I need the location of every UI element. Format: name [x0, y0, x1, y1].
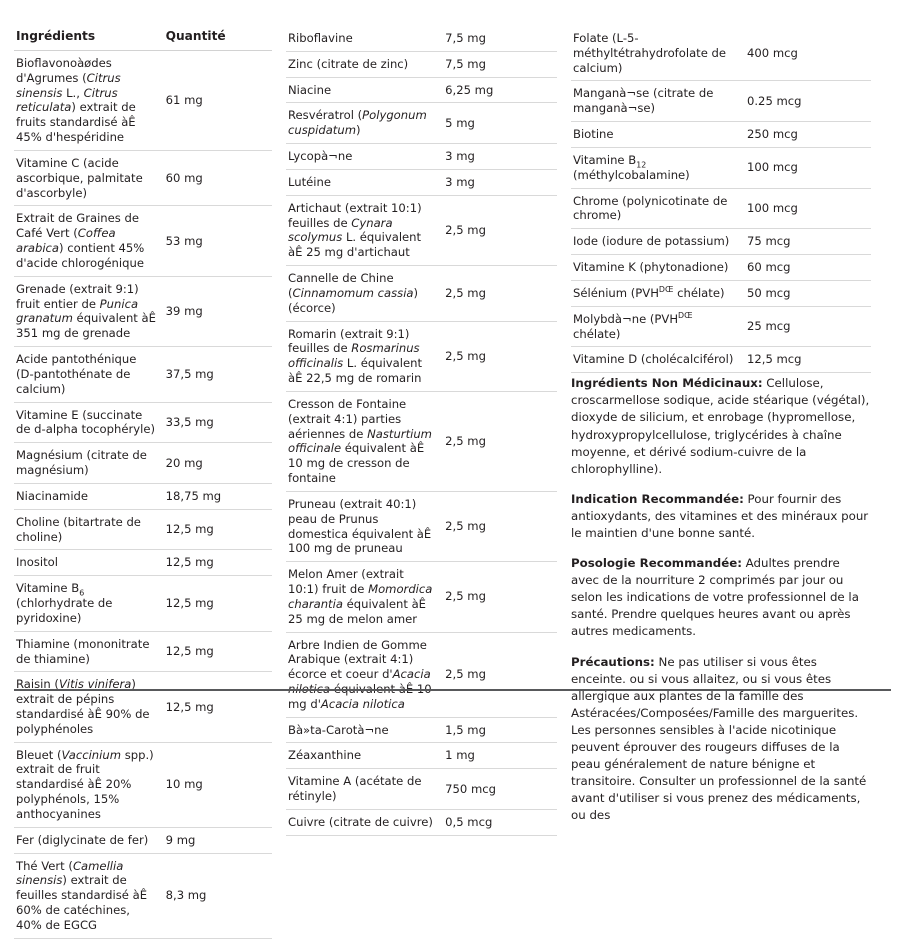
- ingredient-name: Vitamine C (acide ascorbique, palmitate d'ascorbyle): [14, 150, 164, 205]
- ingredient-name: Acide pantothénique (D-pantothénate de calcium): [14, 347, 164, 402]
- ingredient-name: Arbre Indien de Gomme Arabique (extrait 4:1) écorce et coeur d'Acacia nilotica équivalent àÊ 10 mg d'Acacia nilotica: [286, 632, 443, 717]
- ingredient-quantity: 2,5 mg: [443, 632, 500, 717]
- info-block-body: Cellulose, croscarmellose sodique, acide stéarique (végétal), dioxyde de silicium, et enrobage (hypromellose, hydroxypropylcellulose, triglycérides à chaîne moyenne, et dérivé sodium-cuivre de la chlorophylline).: [571, 376, 870, 476]
- table-row: [14, 150, 272, 205]
- table-row: [571, 347, 871, 373]
- ingredient-quantity: 2,5 mg: [443, 491, 500, 561]
- table-row: [571, 81, 871, 122]
- ingredient-quantity: 12,5 mg: [164, 631, 218, 672]
- ingredient-quantity: 10 mg: [164, 742, 218, 827]
- ingredient-name: Cresson de Fontaine (extrait 4:1) parties aériennes de Nasturtium officinale équivalent àÊ 10 mg de cresson de fontaine: [286, 391, 443, 491]
- ingredient-quantity: 2,5 mg: [443, 266, 500, 321]
- ingredient-name: Niacinamide: [14, 483, 164, 509]
- info-block-heading: Ingrédients Non Médicinaux:: [571, 376, 763, 391]
- info-block-heading: Indication Recommandée:: [571, 491, 744, 506]
- ingredient-spacer: [218, 631, 272, 672]
- ingredient-spacer: [218, 51, 272, 151]
- ingredient-quantity: 7,5 mg: [443, 26, 500, 51]
- header-quantity: Quantité: [164, 26, 218, 51]
- ingredient-quantity: 400 mcg: [745, 26, 808, 81]
- table-row: [14, 576, 272, 631]
- ingredient-quantity: 750 mcg: [443, 769, 500, 810]
- table-row: [14, 402, 272, 443]
- ingredient-quantity: 250 mcg: [745, 122, 808, 148]
- ingredient-quantity: 25 mcg: [745, 306, 808, 347]
- ingredient-quantity: 3 mg: [443, 169, 500, 195]
- table-row: [14, 347, 272, 402]
- table-row: [286, 562, 557, 632]
- table-row: [286, 195, 557, 265]
- ingredient-spacer: [808, 306, 871, 347]
- info-block-body: Pour fournir des antioxydants, des vitamines et des minéraux pour le maintien d'une bonne santé.: [571, 491, 869, 540]
- table-row: [286, 144, 557, 170]
- table-row: [286, 321, 557, 391]
- ingredient-name: Thé Vert (Camellia sinensis) extrait de feuilles standardisé àÊ 60% de catéchines, 40% de EGCG: [14, 853, 164, 938]
- ingredient-name: Molybdà¬ne ($PVH^{DŒ}$ chélate): [571, 306, 745, 347]
- table-row: [571, 229, 871, 255]
- info-block-body: Ne pas utiliser si vous êtes enceinte. ou si vous allaitez, ou si vous êtes allergique aux plantes de la famille des Astéracées/Composées/Famille des marguerites. Les personnes sensibles à l'acide nicotinique peuvent éprouver des rougeurs diffuses de la peau généralement de nature bénigne et transitoire. Consulter un professionnel de la santé avant d'utiliser si vous prenez des médicaments, ou des: [571, 654, 867, 823]
- ingredient-spacer: [500, 77, 557, 103]
- ingredient-name: Iode (iodure de potassium): [571, 229, 745, 255]
- ingredient-name: Resvératrol (Polygonum cuspidatum): [286, 103, 443, 144]
- ingredient-quantity: 33,5 mg: [164, 402, 218, 443]
- header-spacer: [218, 26, 272, 51]
- ingredient-spacer: [808, 147, 871, 188]
- ingredient-spacer: [218, 483, 272, 509]
- ingredient-quantity: 12,5 mg: [164, 550, 218, 576]
- ingredient-name: Pruneau (extrait 40:1) peau de Prunus domestica équivalent àÊ 100 mg de pruneau: [286, 491, 443, 561]
- ingredient-quantity: 18,75 mg: [164, 483, 218, 509]
- ingredient-spacer: [500, 632, 557, 717]
- ingredient-name: Vitamine E (succinate de d-alpha tocophéryle): [14, 402, 164, 443]
- ingredient-name: Bleuet (Vaccinium spp.) extrait de fruit standardisé àÊ 20% polyphénols, 15% anthocyanines: [14, 742, 164, 827]
- ingredient-name: Zinc (citrate de zinc): [286, 51, 443, 77]
- ingredient-quantity: 0.25 mcg: [745, 81, 808, 122]
- table-body-1: [14, 51, 272, 939]
- ingredient-name: Vitamine A (acétate de rétinyle): [286, 769, 443, 810]
- table-row: [571, 188, 871, 229]
- ingredient-spacer: [218, 150, 272, 205]
- ingredient-name: Vitamine $B_6$ (chlorhydrate de pyridoxine): [14, 576, 164, 631]
- ingredient-name: Magnésium (citrate de magnésium): [14, 443, 164, 484]
- table-row: [571, 26, 871, 81]
- table-row: [14, 276, 272, 346]
- table-header-row: [14, 26, 272, 51]
- ingredient-name: Vitamine K (phytonadione): [571, 255, 745, 281]
- ingredient-quantity: 8,3 mg: [164, 853, 218, 938]
- ingredient-name: Riboflavine: [286, 26, 443, 51]
- ingredient-name: Thiamine (mononitrate de thiamine): [14, 631, 164, 672]
- ingredient-spacer: [500, 562, 557, 632]
- ingredient-spacer: [500, 103, 557, 144]
- table-row: [14, 483, 272, 509]
- ingredient-name: Choline (bitartrate de choline): [14, 509, 164, 550]
- ingredient-spacer: [218, 550, 272, 576]
- ingredient-name: Chrome (polynicotinate de chrome): [571, 188, 745, 229]
- ingredient-spacer: [808, 255, 871, 281]
- table-row: [286, 26, 557, 51]
- ingredient-spacer: [808, 280, 871, 306]
- table-row: [286, 491, 557, 561]
- table-body-2: [286, 26, 557, 835]
- ingredient-quantity: 75 mcg: [745, 229, 808, 255]
- ingredient-spacer: [218, 206, 272, 276]
- ingredient-quantity: 12,5 mg: [164, 672, 218, 742]
- ingredient-name: Folate (L-5-méthyltétrahydrofolate de calcium): [571, 26, 745, 81]
- ingredient-quantity: 3 mg: [443, 144, 500, 170]
- ingredient-name: Bioflavonoàødes d'Agrumes (Citrus sinensis L., Citrus reticulata) extrait de fruits standardisé àÊ 45% d'hespéridine: [14, 51, 164, 151]
- ingredients-column-3: [571, 26, 871, 838]
- table-row: [286, 103, 557, 144]
- ingredient-spacer: [218, 827, 272, 853]
- ingredients-table-1: [14, 26, 272, 939]
- ingredient-quantity: 37,5 mg: [164, 347, 218, 402]
- ingredients-table-3: [571, 26, 871, 373]
- table-row: [14, 443, 272, 484]
- table-row: [14, 206, 272, 276]
- ingredient-spacer: [808, 122, 871, 148]
- ingredient-spacer: [500, 809, 557, 835]
- table-row: [14, 672, 272, 742]
- ingredient-name: Sélénium ($PVH^{DŒ}$ chélate): [571, 280, 745, 306]
- ingredient-name: Artichaut (extrait 10:1) feuilles de Cynara scolymus L. équivalent àÊ 25 mg d'artichaut: [286, 195, 443, 265]
- ingredient-spacer: [808, 347, 871, 373]
- ingredient-spacer: [218, 347, 272, 402]
- ingredient-quantity: 50 mcg: [745, 280, 808, 306]
- ingredient-quantity: 7,5 mg: [443, 51, 500, 77]
- ingredient-name: Grenade (extrait 9:1) fruit entier de Punica granatum équivalent àÊ 351 mg de grenade: [14, 276, 164, 346]
- ingredient-name: Lutéine: [286, 169, 443, 195]
- table-row: [286, 391, 557, 491]
- ingredient-spacer: [500, 391, 557, 491]
- table-row: [571, 306, 871, 347]
- table-row: [286, 769, 557, 810]
- ingredient-name: Manganà¬se (citrate de manganà¬se): [571, 81, 745, 122]
- ingredient-spacer: [500, 51, 557, 77]
- ingredient-spacer: [500, 769, 557, 810]
- ingredient-spacer: [218, 853, 272, 938]
- ingredient-spacer: [218, 276, 272, 346]
- ingredient-quantity: 2,5 mg: [443, 562, 500, 632]
- ingredient-spacer: [218, 576, 272, 631]
- table-row: [14, 827, 272, 853]
- bottom-divider: [14, 689, 891, 691]
- ingredient-quantity: 6,25 mg: [443, 77, 500, 103]
- ingredient-spacer: [808, 81, 871, 122]
- ingredient-name: Inositol: [14, 550, 164, 576]
- table-row: [286, 51, 557, 77]
- ingredient-quantity: 1,5 mg: [443, 717, 500, 743]
- table-row: [14, 853, 272, 938]
- ingredient-quantity: 2,5 mg: [443, 321, 500, 391]
- table-row: [571, 255, 871, 281]
- ingredient-name: Romarin (extrait 9:1) feuilles de Rosmarinus officinalis L. équivalent àÊ 22,5 mg de romarin: [286, 321, 443, 391]
- table-row: [14, 631, 272, 672]
- ingredient-quantity: 2,5 mg: [443, 391, 500, 491]
- table-row: [286, 169, 557, 195]
- ingredients-table-2: [286, 26, 557, 836]
- ingredient-quantity: 53 mg: [164, 206, 218, 276]
- header-ingredients: Ingrédients: [14, 26, 164, 51]
- ingredient-name: Vitamine D (cholécalciférol): [571, 347, 745, 373]
- ingredient-quantity: 9 mg: [164, 827, 218, 853]
- ingredient-quantity: 5 mg: [443, 103, 500, 144]
- ingredient-quantity: 20 mg: [164, 443, 218, 484]
- table-row: [571, 122, 871, 148]
- ingredients-column-1: [14, 26, 286, 939]
- ingredient-name: Zéaxanthine: [286, 743, 443, 769]
- ingredient-quantity: 60 mcg: [745, 255, 808, 281]
- table-row: [571, 280, 871, 306]
- ingredient-quantity: 0,5 mcg: [443, 809, 500, 835]
- ingredient-name: Bà»ta-Carotà¬ne: [286, 717, 443, 743]
- ingredient-spacer: [218, 509, 272, 550]
- table-row: [571, 147, 871, 188]
- info-block: [571, 491, 871, 542]
- ingredient-quantity: 61 mg: [164, 51, 218, 151]
- ingredient-name: Cannelle de Chine (Cinnamomum cassia) (écorce): [286, 266, 443, 321]
- ingredient-quantity: 60 mg: [164, 150, 218, 205]
- info-block: [571, 375, 871, 478]
- ingredient-name: Extrait de Graines de Café Vert (Coffea arabica) contient 45% d'acide chlorogénique: [14, 206, 164, 276]
- ingredient-quantity: 100 mcg: [745, 188, 808, 229]
- ingredient-quantity: 12,5 mg: [164, 509, 218, 550]
- table-body-3: [571, 26, 871, 373]
- ingredient-spacer: [500, 743, 557, 769]
- ingredient-name: Lycopà¬ne: [286, 144, 443, 170]
- table-row: [14, 550, 272, 576]
- ingredient-name: Biotine: [571, 122, 745, 148]
- ingredient-name: Melon Amer (extrait 10:1) fruit de Momordica charantia équivalent àÊ 25 mg de melon amer: [286, 562, 443, 632]
- ingredient-name: Cuivre (citrate de cuivre): [286, 809, 443, 835]
- info-block: [571, 654, 871, 825]
- ingredient-spacer: [808, 229, 871, 255]
- ingredient-spacer: [500, 321, 557, 391]
- info-block-body: Adultes prendre avec de la nourriture 2 comprimés par jour ou selon les indications de votre professionnel de la santé. Prendre quelques heures avant ou après autres medicaments.: [571, 556, 859, 639]
- info-block-heading: Précautions:: [571, 654, 655, 669]
- ingredients-column-2: [286, 26, 571, 836]
- ingredient-spacer: [808, 26, 871, 81]
- ingredient-spacer: [808, 188, 871, 229]
- ingredient-quantity: 39 mg: [164, 276, 218, 346]
- table-row: [286, 77, 557, 103]
- table-row: [14, 51, 272, 151]
- ingredient-spacer: [218, 443, 272, 484]
- ingredient-quantity: 1 mg: [443, 743, 500, 769]
- ingredient-quantity: 12,5 mcg: [745, 347, 808, 373]
- ingredient-spacer: [500, 169, 557, 195]
- ingredient-quantity: 12,5 mg: [164, 576, 218, 631]
- table-row: [14, 742, 272, 827]
- info-blocks: [571, 373, 871, 824]
- table-row: [286, 266, 557, 321]
- ingredient-spacer: [500, 491, 557, 561]
- table-row: [286, 717, 557, 743]
- table-row: [286, 632, 557, 717]
- table-row: [286, 743, 557, 769]
- table-row: [14, 509, 272, 550]
- table-row: [286, 809, 557, 835]
- ingredient-name: Fer (diglycinate de fer): [14, 827, 164, 853]
- ingredient-spacer: [500, 144, 557, 170]
- ingredient-name: Vitamine $B_{12}$ (méthylcobalamine): [571, 147, 745, 188]
- ingredient-name: Raisin (Vitis vinifera) extrait de pépins standardisé àÊ 90% de polyphénoles: [14, 672, 164, 742]
- ingredient-name: Niacine: [286, 77, 443, 103]
- ingredient-spacer: [218, 402, 272, 443]
- ingredient-spacer: [500, 26, 557, 51]
- ingredient-spacer: [218, 742, 272, 827]
- ingredient-spacer: [218, 672, 272, 742]
- ingredient-quantity: 2,5 mg: [443, 195, 500, 265]
- ingredient-spacer: [500, 717, 557, 743]
- ingredient-spacer: [500, 266, 557, 321]
- ingredient-quantity: 100 mcg: [745, 147, 808, 188]
- ingredient-spacer: [500, 195, 557, 265]
- info-block-heading: Posologie Recommandée:: [571, 556, 742, 571]
- info-block: [571, 555, 871, 640]
